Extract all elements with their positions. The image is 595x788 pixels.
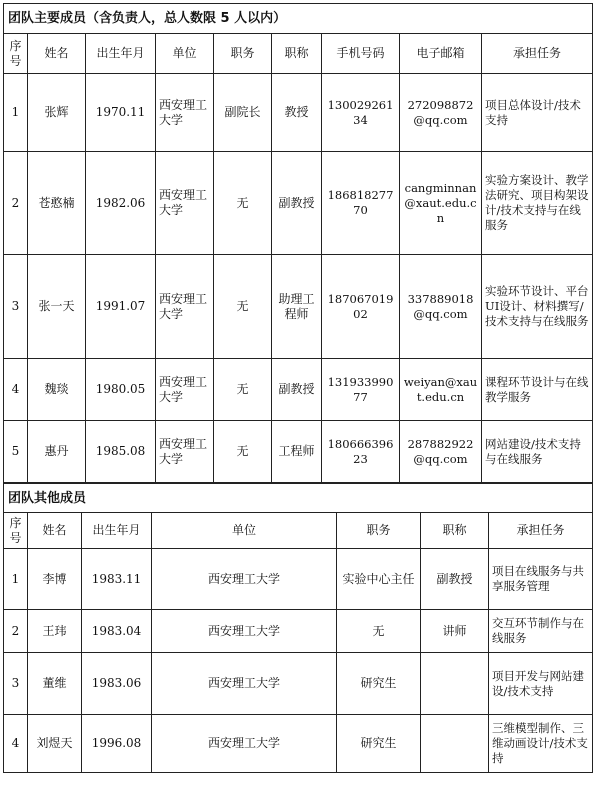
other-members-table: [3, 483, 593, 773]
task: 实验方案设计、教学法研究、项目构架设计/技术支持与在线服务: [482, 152, 593, 255]
member-name: 李博: [28, 549, 82, 610]
row-number: 2: [4, 610, 28, 653]
member-name: 魏琰: [28, 359, 86, 421]
phone: 18066639623: [322, 421, 400, 483]
task: 项目在线服务与共享服务管理: [489, 549, 593, 610]
birth-date: 1982.06: [86, 152, 156, 255]
header-cell: 单位: [156, 34, 214, 74]
task: 课程环节设计与在线教学服务: [482, 359, 593, 421]
position: 副院长: [214, 74, 272, 152]
birth-date: 1983.06: [82, 653, 152, 715]
unit: 西安理工大学: [156, 74, 214, 152]
position: 无: [214, 359, 272, 421]
job-title: [421, 715, 489, 773]
birth-date: 1980.05: [86, 359, 156, 421]
job-title: 副教授: [272, 152, 322, 255]
position: 研究生: [337, 653, 421, 715]
table-row: [4, 549, 593, 610]
unit: 西安理工大学: [152, 715, 337, 773]
job-title: 副教授: [421, 549, 489, 610]
member-name: 董维: [28, 653, 82, 715]
header-cell: 姓名: [28, 34, 86, 74]
task: 实验环节设计、平台UI设计、材料撰写/技术支持与在线服务: [482, 255, 593, 359]
task: 项目总体设计/技术支持: [482, 74, 593, 152]
birth-date: 1985.08: [86, 421, 156, 483]
header-cell: 序号: [4, 34, 28, 74]
table-row: [4, 152, 593, 255]
job-title: 讲师: [421, 610, 489, 653]
row-number: 5: [4, 421, 28, 483]
position: 无: [214, 421, 272, 483]
phone: 13002926134: [322, 74, 400, 152]
row-number: 1: [4, 549, 28, 610]
unit: 西安理工大学: [152, 653, 337, 715]
row-number: 3: [4, 653, 28, 715]
birth-date: 1991.07: [86, 255, 156, 359]
header-cell: 职务: [337, 513, 421, 549]
header-cell: 承担任务: [482, 34, 593, 74]
table-row: [4, 421, 593, 483]
other-section-title: 团队其他成员: [4, 484, 593, 513]
main-section-title: 团队主要成员（含负责人，总人数限 5 人以内）: [4, 4, 593, 34]
member-name: 张辉: [28, 74, 86, 152]
header-cell: 手机号码: [322, 34, 400, 74]
email: 287882922@qq.com: [400, 421, 482, 483]
unit: 西安理工大学: [152, 549, 337, 610]
row-number: 2: [4, 152, 28, 255]
unit: 西安理工大学: [156, 421, 214, 483]
position: 无: [214, 255, 272, 359]
main-header-row: [4, 34, 593, 74]
header-cell: 承担任务: [489, 513, 593, 549]
header-cell: 职务: [214, 34, 272, 74]
unit: 西安理工大学: [156, 359, 214, 421]
job-title: 教授: [272, 74, 322, 152]
row-number: 4: [4, 359, 28, 421]
unit: 西安理工大学: [156, 255, 214, 359]
header-cell: 姓名: [28, 513, 82, 549]
table-row: [4, 74, 593, 152]
job-title: 副教授: [272, 359, 322, 421]
team-members-form: [3, 3, 592, 773]
table-row: [4, 653, 593, 715]
job-title: 工程师: [272, 421, 322, 483]
member-name: 张一天: [28, 255, 86, 359]
header-cell: 职称: [421, 513, 489, 549]
phone: 18706701902: [322, 255, 400, 359]
member-name: 惠丹: [28, 421, 86, 483]
member-name: 苍憨楠: [28, 152, 86, 255]
task: 三维模型制作、三维动画设计/技术支持: [489, 715, 593, 773]
task: 交互环节制作与在线服务: [489, 610, 593, 653]
member-name: 王玮: [28, 610, 82, 653]
email: 337889018@qq.com: [400, 255, 482, 359]
birth-date: 1970.11: [86, 74, 156, 152]
main-members-table: [3, 3, 593, 483]
phone: 13193399077: [322, 359, 400, 421]
unit: 西安理工大学: [156, 152, 214, 255]
position: 研究生: [337, 715, 421, 773]
header-cell: 职称: [272, 34, 322, 74]
email: 272098872@qq.com: [400, 74, 482, 152]
task: 网站建设/技术支持与在线服务: [482, 421, 593, 483]
row-number: 4: [4, 715, 28, 773]
email: cangminnan@xaut.edu.cn: [400, 152, 482, 255]
header-cell: 序号: [4, 513, 28, 549]
header-cell: 单位: [152, 513, 337, 549]
job-title: 助理工程师: [272, 255, 322, 359]
birth-date: 1983.04: [82, 610, 152, 653]
other-header-row: [4, 513, 593, 549]
header-cell: 出生年月: [86, 34, 156, 74]
birth-date: 1996.08: [82, 715, 152, 773]
table-row: [4, 715, 593, 773]
row-number: 1: [4, 74, 28, 152]
birth-date: 1983.11: [82, 549, 152, 610]
table-row: [4, 610, 593, 653]
table-row: [4, 359, 593, 421]
header-cell: 出生年月: [82, 513, 152, 549]
phone: 18681827770: [322, 152, 400, 255]
member-name: 刘煜天: [28, 715, 82, 773]
header-cell: 电子邮箱: [400, 34, 482, 74]
email: weiyan@xaut.edu.cn: [400, 359, 482, 421]
table-row: [4, 255, 593, 359]
row-number: 3: [4, 255, 28, 359]
task: 项目开发与网站建设/技术支持: [489, 653, 593, 715]
position: 实验中心主任: [337, 549, 421, 610]
position: 无: [214, 152, 272, 255]
position: 无: [337, 610, 421, 653]
unit: 西安理工大学: [152, 610, 337, 653]
job-title: [421, 653, 489, 715]
